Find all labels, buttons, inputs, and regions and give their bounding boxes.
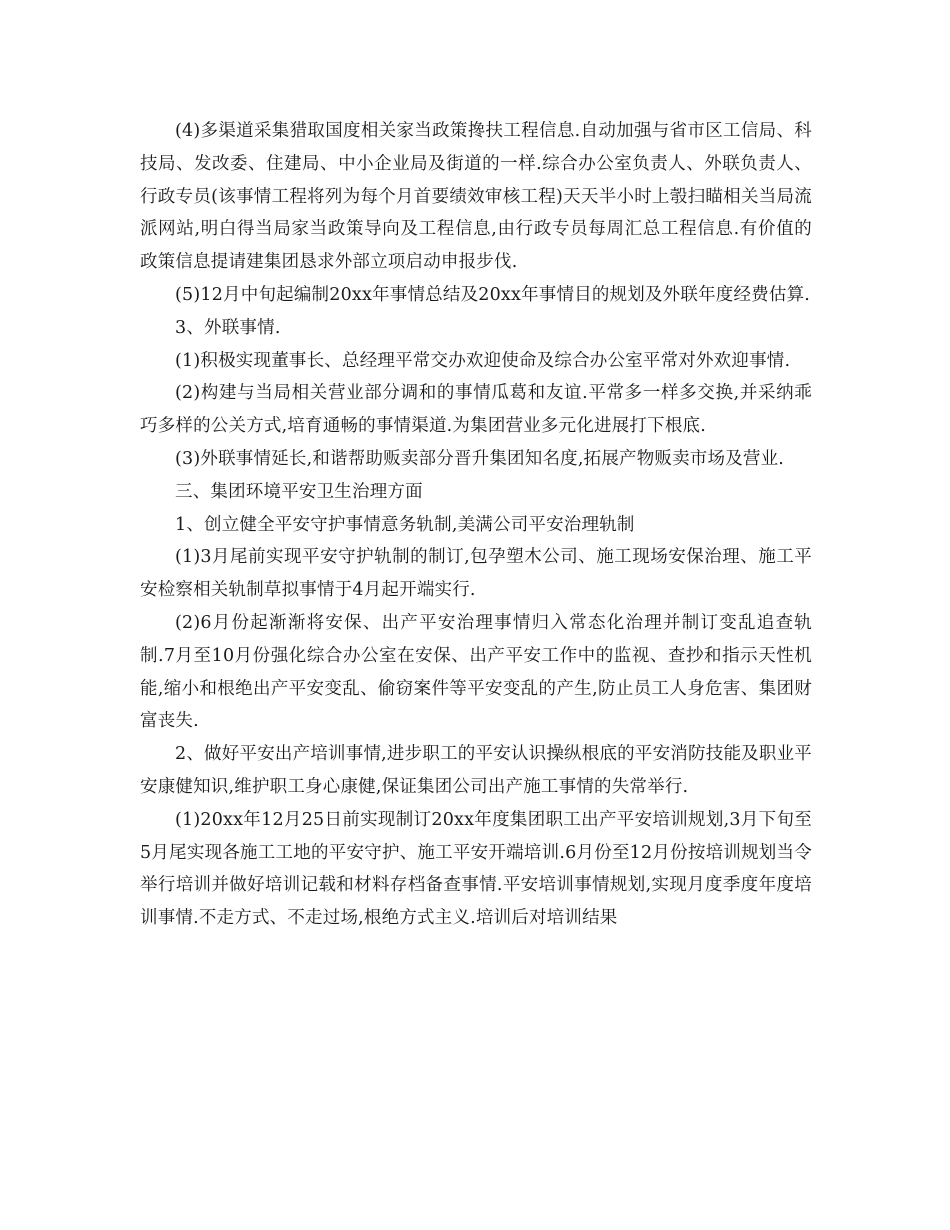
paragraph-sales-support: (3)外联事情延长,和谐帮助贩卖部分晋升集团知名度,拓展产物贩卖市场及营业.	[175, 448, 785, 469]
heading-safety-system: 1、创立健全平安守护事情意务轨制,美满公司平安治理轨制	[175, 514, 635, 535]
paragraph-year-summary: (5)12月中旬起编制20xx年事情总结及20xx年事情目的规划及外联年度经费估算.	[175, 284, 811, 305]
paragraph-government-relations: (2)构建与当局相关营业部分调和的事情瓜葛和友谊.平常多一样多交换,并采纳乖巧多样的公关方式,培育通畅的事情渠道.为集团营业多元化进展打下根底.	[140, 383, 812, 437]
document-body	[140, 115, 812, 935]
heading-external-affairs: 3、外联事情.	[175, 317, 281, 338]
paragraph-safety-normalization: (2)6月份起渐渐将安保、出产平安治理事情归入常态化治理并制订变乱追查轨制.7月至10月份强化综合办公室在安保、出产平安工作中的监视、查抄和指示天性机能,缩小和根绝出产平安变乱、偷窃案件等平安变乱的产生,防止员工人身危害、集团财富丧失.	[140, 612, 812, 732]
heading-safety-training: 2、做好平安出产培训事情,进步职工的平安认识操纵根底的平安消防技能及职业平安康健知识,维护职工身心康健,保证集团公司出产施工事情的失常举行.	[140, 744, 812, 797]
paragraph-safety-rules: (1)3月尾前实现平安守护轨制的制订,包孕塑木公司、施工现场安保治理、施工平安检察相关轨制草拟事情于4月起开端实行.	[140, 547, 812, 601]
paragraph-training-plan: (1)20xx年12月25日前实现制订20xx年度集团职工出产平安培训规划,3月下旬至5月尾实现各施工工地的平安守护、施工平安开端培训.6月份至12月份按培训规划当令举行培训并做好培训记载和材料存档备查事情.平安培训事情规划,实现月度季度年度培训事情.不走方式、不走过场,根绝方式主义.培训后对培训结果	[140, 809, 812, 929]
heading-safety-management: 三、集团环境平安卫生治理方面	[175, 481, 423, 502]
paragraph-policy-info: (4)多渠道采集猎取国度相关家当政策搀扶工程信息.自动加强与省市区工信局、科技局、发改委、住建局、中小企业局及街道的一样.综合办公室负责人、外联负责人、行政专员(该事情工程将列为每个月首要绩效审核工程)天天半小时上彀扫瞄相关当局流派网站,明白得当局家当政策导向及工程信息,由行政专员每周汇总工程信息.有价值的政策信息提请建集团恳求外部立项启动申报步伐.	[140, 121, 812, 273]
paragraph-reception: (1)积极实现董事长、总经理平常交办欢迎使命及综合办公室平常对外欢迎事情.	[175, 350, 791, 371]
